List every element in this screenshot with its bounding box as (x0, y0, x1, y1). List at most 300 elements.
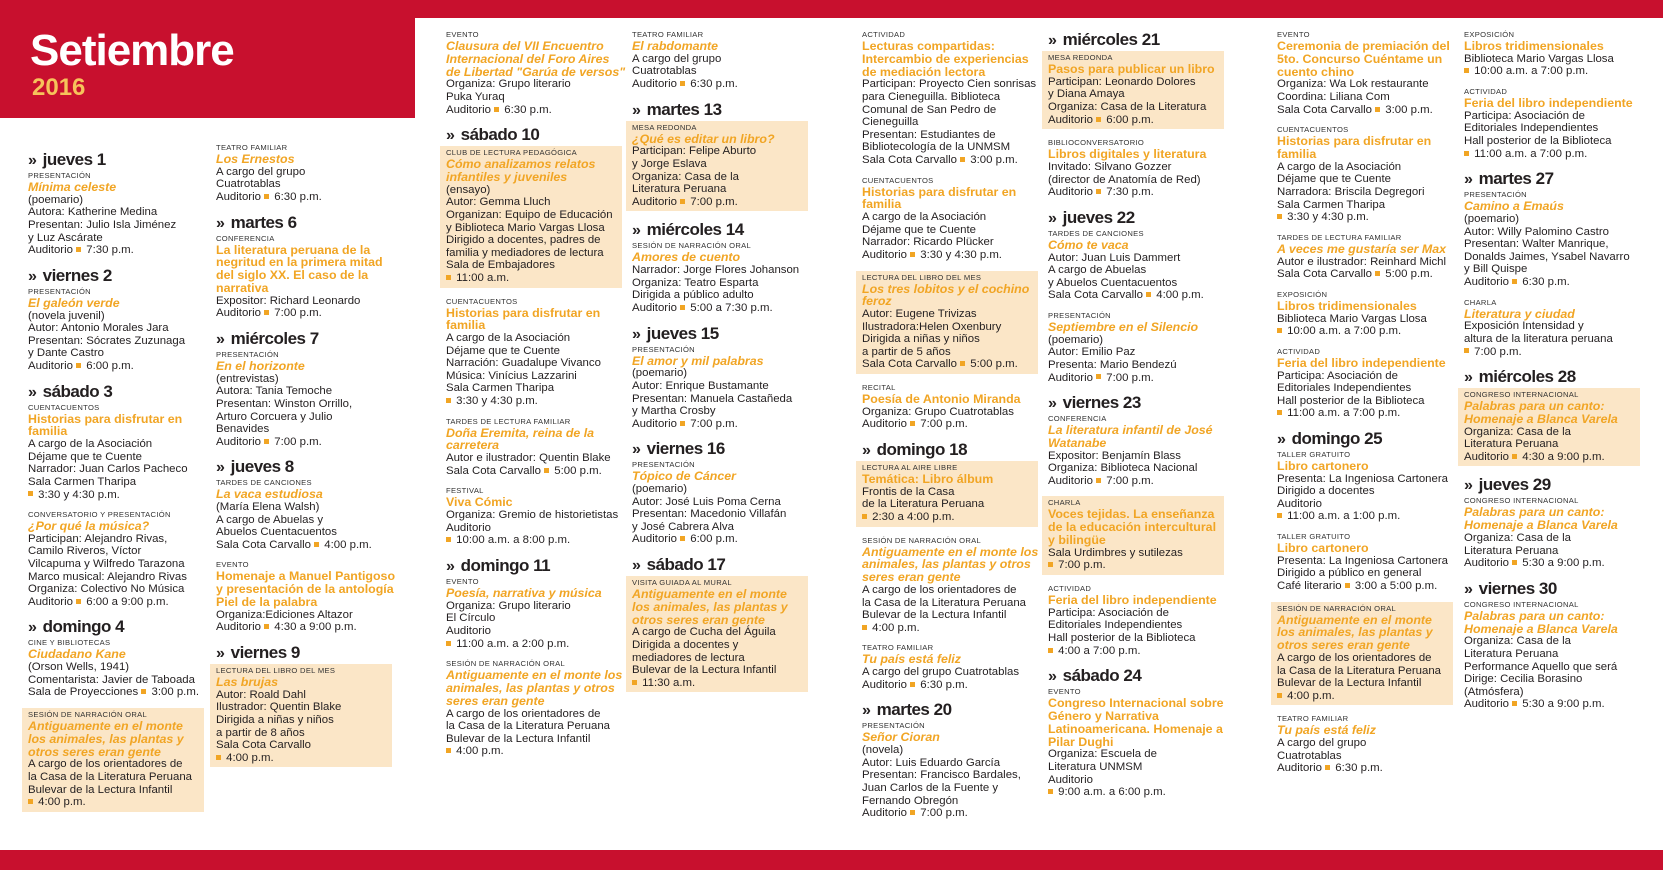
event-category: EVENTO (1048, 687, 1081, 697)
day-heading: » domingo 4 (28, 617, 125, 637)
event-title: Antiguamente en el monte los animales, las plantas y otros seres eran gente (446, 668, 623, 708)
event-line: Organiza:Ediciones Altazor (216, 608, 353, 621)
event-item (216, 350, 396, 448)
event-line: (novela) (862, 744, 904, 757)
event-item (22, 708, 204, 812)
event-item (1048, 584, 1228, 657)
event-line: A cargo de los orientadores de (1277, 652, 1432, 665)
event-item (862, 30, 1042, 167)
event-item (216, 560, 396, 634)
day-column (216, 143, 396, 776)
event-category: CONFERENCIA (1048, 414, 1107, 424)
event-line: Auditorio 7:00 p.m. (1048, 474, 1154, 487)
event-line: Auditorio 3:30 y 4:30 p.m. (862, 248, 1002, 261)
bullet-square-icon (28, 799, 33, 804)
event-item (632, 30, 812, 91)
event-item (862, 536, 1042, 635)
event-line: 11:00 a.m. (446, 272, 616, 285)
chevron-double-right-icon: » (632, 441, 641, 459)
event-category: SESIÓN DE NARRACIÓN ORAL (1277, 603, 1397, 613)
event-line: 11:00 a.m. a 7:00 p.m. (1277, 407, 1457, 420)
event-line: Donalds Jaimes, Ysabel Navarro (1464, 250, 1630, 263)
event-line: Editoriales Independientes (1048, 619, 1183, 632)
event-item (1042, 51, 1224, 129)
event-line: Presentan: Macedonio Villafán (632, 508, 787, 521)
event-item (626, 121, 808, 212)
event-line: Autor: Juan Luis Dammert (1048, 251, 1181, 264)
event-line: familia y mediadores de lectura (446, 246, 604, 259)
event-title: Literatura y ciudad (1464, 306, 1575, 321)
event-line: Auditorio 7:00 p.m. (862, 418, 968, 431)
bullet-square-icon (1375, 107, 1380, 112)
event-line: Organiza: Wa Lok restaurante (1277, 78, 1429, 91)
event-title: Libros tridimensionales (1277, 298, 1417, 313)
event-title: Libros tridimensionales (1464, 39, 1604, 53)
event-item (1048, 687, 1228, 799)
bullet-square-icon (1277, 693, 1282, 698)
event-line: y José Cabrera Alva (632, 520, 734, 533)
event-title: Pasos para publicar un libro (1048, 62, 1215, 76)
event-line: Sala Cota Carvallo 5:00 p.m. (1277, 268, 1433, 281)
bullet-square-icon (446, 275, 451, 280)
event-line: (poemario) (632, 367, 688, 380)
event-line: Literatura Peruana (1464, 438, 1559, 451)
bullet-square-icon (1325, 765, 1330, 770)
event-line: Narración: Guadalupe Vivanco (446, 357, 601, 370)
event-line: Bulevar de la Lectura Infantil (1277, 677, 1422, 690)
event-line: Auditorio 6:00 p.m. (28, 359, 134, 372)
day-heading: » martes 27 (1464, 169, 1554, 189)
event-title: Mínima celeste (28, 180, 117, 194)
chevron-double-right-icon: » (632, 222, 641, 240)
bullet-square-icon (1512, 454, 1517, 459)
event-line: Auditorio 6:30 p.m. (216, 190, 322, 203)
day-heading: » martes 20 (862, 700, 952, 720)
event-line: (María Elena Walsh) (216, 501, 320, 514)
event-item (446, 486, 626, 547)
event-line: Presentan: Walter Manrique, (1464, 238, 1609, 251)
bullet-square-icon (680, 81, 685, 86)
event-category: LECTURA DEL LIBRO DEL MES (216, 666, 336, 676)
event-line: y Abuelos Cuentacuentos (1048, 276, 1178, 289)
day-heading: » sábado 10 (446, 125, 540, 145)
event-title: Feria del libro independiente (1048, 593, 1217, 608)
event-line: Participan: Alejandro Rivas, (28, 532, 168, 545)
event-line: Ilustradora:Helen Oxenbury (862, 320, 1002, 333)
event-line: la Casa de la Literatura Peruana (1277, 664, 1442, 677)
chevron-double-right-icon: » (1048, 32, 1057, 49)
event-item (856, 461, 1038, 527)
event-line: Autor: Enrique Bustamante (632, 379, 769, 392)
event-line: Dirigida a docentes y (632, 639, 739, 652)
event-category: CUENTACUENTOS (1277, 125, 1349, 135)
event-line: Auditorio 7:00 p.m. (632, 417, 738, 430)
bullet-square-icon (314, 542, 319, 547)
chevron-double-right-icon: » (28, 619, 37, 637)
event-item (210, 664, 392, 767)
event-item (1042, 496, 1224, 575)
event-category: EVENTO (446, 577, 479, 587)
event-line: Participan: Proyecto Cien sonrisas (862, 78, 1037, 91)
event-line: Editoriales Independientes (1464, 122, 1599, 135)
event-item (1048, 311, 1228, 384)
event-line: Auditorio 4:30 a 9:00 p.m. (216, 621, 357, 634)
event-line: Organiza: Casa de la (1464, 635, 1572, 648)
event-line: Auditorio (1277, 497, 1322, 510)
day-heading: » jueves 1 (28, 150, 106, 169)
event-title: Historias para disfrutar en familia (862, 184, 1017, 212)
day-column (28, 148, 208, 821)
event-line: Sala Cota Carvallo 5:00 p.m. (446, 464, 602, 477)
event-line: Bulevar de la Lectura Infantil (28, 783, 173, 796)
bullet-square-icon (446, 398, 451, 403)
event-line: y Martha Crosby (632, 405, 716, 418)
day-heading: » miércoles 21 (1048, 30, 1160, 49)
event-line: Presentan: Julio Isla Jiménez (28, 218, 177, 231)
event-line: para Cieneguilla. Biblioteca (862, 90, 1001, 103)
event-line: Dirigido a docentes, padres de (446, 234, 601, 247)
event-line: Expositor: Richard Leonardo (216, 294, 361, 307)
event-line: Coordina: Liliana Com (1277, 90, 1390, 103)
event-line: Auditorio 6:00 a 9:00 p.m. (28, 595, 169, 608)
chevron-double-right-icon: » (1464, 369, 1473, 387)
chevron-double-right-icon: » (28, 383, 37, 401)
event-category: MESA REDONDA (632, 122, 697, 132)
event-line: y Diana Amaya (1048, 88, 1125, 101)
event-title: Clausura del VII Encuentro Internacional del Foro Aires de Libertad "Garúa de versos" (446, 39, 626, 79)
event-line: 4:00 p.m. (216, 752, 386, 765)
event-line: Auditorio 6:30 p.m. (862, 678, 968, 691)
event-line: Abuelos Cuentacuentos (216, 526, 337, 539)
event-category: PRESENTACIÓN (1464, 190, 1527, 200)
bullet-square-icon (680, 421, 685, 426)
event-title: A veces me gustaría ser Max (1277, 241, 1446, 256)
event-line: 11:00 a.m. a 1:00 p.m. (1277, 510, 1457, 523)
bullet-square-icon (1146, 292, 1151, 297)
bullet-square-icon (76, 247, 81, 252)
event-line: Presenta: Mario Bendezú (1048, 358, 1177, 371)
event-title: Historias para disfrutar en familia (28, 411, 183, 439)
event-category: PRESENTACIÓN (862, 721, 925, 731)
event-category: LECTURA AL AIRE LIBRE (862, 463, 958, 473)
bullet-square-icon (910, 810, 915, 815)
event-line: Música: Vinícius Lazzarini (446, 369, 577, 382)
chevron-double-right-icon: » (446, 558, 455, 576)
event-line: 10:00 a.m. a 8:00 p.m. (446, 534, 626, 547)
event-line: Juan Carlos de la Fuente y (862, 781, 999, 794)
event-line: Sala Cota Carvallo 3:00 p.m. (1277, 103, 1433, 116)
event-category: SESIÓN DE NARRACIÓN ORAL (632, 241, 752, 251)
event-line: Auditorio (446, 521, 491, 534)
event-item (446, 297, 626, 408)
chevron-double-right-icon: » (446, 127, 455, 145)
event-title: Libro cartonero (1277, 541, 1369, 556)
day-heading: » sábado 17 (632, 555, 726, 575)
event-category: SESIÓN DE NARRACIÓN ORAL (862, 535, 982, 545)
bullet-square-icon (1096, 117, 1101, 122)
event-line: Cuatrotablas (632, 65, 697, 78)
event-line: Sala Cota Carvallo (216, 739, 311, 752)
event-line: Autora: Katherine Medina (28, 206, 158, 219)
event-item (1277, 714, 1457, 775)
event-item (1458, 388, 1640, 466)
event-line: a partir de 8 años (216, 726, 305, 739)
event-title: Cómo analizamos relatos infantiles y juveniles (446, 157, 596, 184)
event-line: 3:30 y 4:30 p.m. (1277, 211, 1457, 224)
bullet-square-icon (544, 468, 549, 473)
event-line: Hall posterior de la Biblioteca (1464, 134, 1612, 147)
event-line: Comunal de San Pedro de (862, 103, 997, 116)
event-item (632, 241, 812, 314)
event-line: A cargo de la Asociación (446, 332, 571, 345)
event-item (1464, 190, 1644, 288)
event-line: Presenta: La Ingeniosa Cartonera (1277, 472, 1448, 485)
event-line: Organiza: Gremio de historietistas (446, 509, 619, 522)
event-category: PRESENTACIÓN (632, 344, 695, 354)
event-line: (poemario) (28, 193, 84, 206)
bullet-square-icon (1277, 410, 1282, 415)
bullet-square-icon (264, 310, 269, 315)
event-line: A cargo del grupo (1277, 737, 1367, 750)
chevron-double-right-icon: » (1464, 580, 1473, 598)
month-title: Setiembre (30, 26, 234, 75)
event-category: PRESENTACIÓN (28, 171, 91, 180)
event-title: En el horizonte (216, 358, 305, 373)
event-category: TEATRO FAMILIAR (1277, 714, 1349, 724)
event-line: Auditorio 7:30 p.m. (1048, 186, 1154, 199)
event-line: Participan: Felipe Aburto (632, 145, 757, 158)
event-title: Señor Cioran (862, 730, 940, 745)
event-line: Presenta: La Ingeniosa Cartonera (1277, 554, 1448, 567)
event-category: CUENTACUENTOS (446, 296, 518, 306)
event-category: ACTIVIDAD (1277, 346, 1321, 356)
event-line: Sala Urdimbres y sutilezas (1048, 546, 1183, 559)
event-line: Narrador: Juan Carlos Pacheco (28, 463, 188, 476)
bottom-red-bar (0, 850, 1663, 870)
event-line: Auditorio 7:00 p.m. (632, 195, 738, 208)
event-title: El rabdomante (632, 39, 719, 53)
chevron-double-right-icon: » (216, 459, 225, 477)
event-line: El Círculo (446, 612, 496, 625)
event-line: Arturo Corcuera y Julio (216, 410, 333, 423)
event-line: 7:00 p.m. (1048, 559, 1218, 572)
event-line: Narrador: Ricardo Plücker (862, 236, 994, 249)
event-item (1277, 233, 1457, 281)
event-line: Café literario 3:00 a 5:00 p.m. (1277, 580, 1438, 593)
event-title: Feria del libro independiente (1277, 355, 1446, 370)
header-block (0, 0, 415, 118)
event-category: PRESENTACIÓN (1048, 310, 1111, 320)
event-title: El galeón verde (28, 295, 120, 310)
event-item (1464, 30, 1644, 78)
event-line: 3:30 y 4:30 p.m. (28, 489, 208, 502)
bullet-square-icon (446, 748, 451, 753)
event-item (28, 287, 208, 373)
event-line: Sala Cota Carvallo 5:00 p.m. (862, 358, 1018, 371)
event-title: Los tres lobitos y el cochino feroz (862, 281, 1030, 309)
day-heading: » viernes 23 (1048, 393, 1141, 413)
event-line: Presentan: Estudiantes de (862, 128, 996, 141)
event-title: Palabras para un canto: Homenaje a Blanca Varela (1464, 608, 1618, 636)
event-item (632, 460, 812, 546)
event-item (1277, 450, 1457, 523)
event-line: y Bill Quispe (1464, 263, 1528, 276)
event-item (1048, 229, 1228, 302)
event-line: 7:00 p.m. (1464, 346, 1644, 359)
event-line: Autor: Gemma Lluch (446, 196, 551, 209)
event-category: CHARLA (1048, 498, 1081, 508)
event-line: Auditorio (446, 625, 491, 638)
event-line: Dirigido a docentes (1277, 485, 1375, 498)
event-line: A cargo de los orientadores de (862, 584, 1017, 597)
event-title: La vaca estudiosa (216, 487, 323, 502)
event-item (1277, 125, 1457, 224)
event-line: 4:00 p.m. (28, 796, 198, 809)
event-category: TALLER GRATUITO (1277, 449, 1351, 459)
event-title: Lecturas compartidas: Intercambio de experiencias de mediación lectora (862, 39, 1029, 79)
day-heading: » domingo 18 (862, 440, 968, 460)
day-heading: » sábado 24 (1048, 666, 1142, 686)
event-category: TEATRO FAMILIAR (216, 143, 288, 152)
event-category: TALLER GRATUITO (1277, 532, 1351, 542)
chevron-double-right-icon: » (632, 325, 641, 343)
event-line: Narradora: Briscila Degregori (1277, 185, 1425, 198)
event-line: Auditorio 6:30 p.m. (632, 77, 738, 90)
chevron-double-right-icon: » (28, 152, 37, 169)
event-line: 10:00 a.m. a 7:00 p.m. (1464, 65, 1644, 78)
event-line: (ensayo) (446, 183, 491, 196)
event-title: Homenaje a Manuel Pantigoso y presentación de la antología Piel de la palabra (216, 569, 396, 610)
event-item (1277, 30, 1457, 116)
bullet-square-icon (1512, 560, 1517, 565)
bullet-square-icon (1345, 583, 1350, 588)
day-column (1277, 30, 1457, 784)
event-category: EVENTO (1277, 30, 1310, 39)
event-line: Vilcapuma y Wilfredo Tarazona (28, 558, 185, 571)
event-line: A cargo de la Asociación (862, 211, 987, 224)
event-item (28, 403, 208, 502)
bullet-square-icon (960, 157, 965, 162)
event-line: Editoriales Independientes (1277, 382, 1412, 395)
bullet-square-icon (76, 599, 81, 604)
event-item (1277, 347, 1457, 420)
event-line: A cargo de Cucha del Águila (632, 626, 776, 639)
event-line: Autor: Willy Palomino Castro (1464, 225, 1609, 238)
day-heading: » miércoles 14 (632, 220, 744, 240)
event-line: Dirigida a niñas y niños (862, 333, 980, 346)
event-item (1464, 298, 1644, 359)
event-item (28, 510, 208, 608)
event-item (446, 417, 626, 478)
event-item (28, 171, 208, 257)
event-line: Organiza: Colectivo No Música (28, 583, 185, 596)
chevron-double-right-icon: » (862, 702, 871, 720)
event-line: A cargo del grupo Cuatrotablas (862, 666, 1020, 679)
bullet-square-icon (910, 682, 915, 687)
event-line: A cargo de los orientadores de (446, 707, 601, 720)
event-category: EXPOSICIÓN (1277, 289, 1328, 299)
event-line: Organizan: Equipo de Educación (446, 208, 613, 221)
bullet-square-icon (680, 199, 685, 204)
event-line: Sala Carmen Tharipa (28, 475, 137, 488)
event-line: Auditorio 6:30 p.m. (1464, 275, 1570, 288)
event-title: Poesía, narrativa y música (446, 586, 602, 601)
bullet-square-icon (264, 194, 269, 199)
event-title: Poesía de Antonio Miranda (862, 392, 1021, 407)
event-category: SESIÓN DE NARRACIÓN ORAL (28, 710, 148, 720)
event-title: La literatura infantil de José Watanabe (1048, 423, 1213, 450)
bullet-square-icon (910, 421, 915, 426)
event-item (216, 478, 396, 551)
day-heading: » martes 13 (632, 99, 722, 119)
event-line: Organiza: Grupo Cuatrotablas (862, 405, 1014, 418)
bullet-square-icon (1277, 513, 1282, 518)
event-line: Organiza: Casa de la (632, 170, 740, 183)
bullet-square-icon (1048, 648, 1053, 653)
event-line: 3:30 y 4:30 p.m. (446, 395, 626, 408)
event-line: Auditorio 7:00 p.m. (862, 807, 968, 820)
bullet-square-icon (680, 305, 685, 310)
event-line: la Casa de la Literatura Peruana (446, 720, 611, 733)
event-line: Presentan: Francisco Bardales, (862, 769, 1021, 782)
event-line: Cuatrotablas (1277, 749, 1342, 762)
event-line: Literatura Peruana (1464, 544, 1559, 557)
event-line: la Casa de la Literatura Peruana (862, 596, 1027, 609)
event-line: Autor e ilustrador: Reinhard Michl (1277, 255, 1447, 268)
event-item (216, 143, 396, 204)
event-line: Cieneguilla (862, 116, 919, 129)
event-line: Auditorio 5:30 a 9:00 p.m. (1464, 557, 1605, 570)
event-item (28, 638, 208, 699)
event-line: Narrador: Jorge Flores Johanson (632, 264, 800, 277)
event-category: VISITA GUIADA AL MURAL (632, 578, 732, 588)
event-title: Las brujas (216, 675, 278, 690)
bullet-square-icon (141, 689, 146, 694)
event-category: EVENTO (216, 560, 249, 570)
event-title: Libro cartonero (1277, 458, 1369, 473)
event-category: PRESENTACIÓN (216, 349, 279, 359)
event-line: Auditorio 5:00 a 7:30 p.m. (632, 301, 773, 314)
event-title: Camino a Emaús (1464, 199, 1564, 214)
event-line: Auditorio 7:00 p.m. (216, 435, 322, 448)
event-line: A cargo de la Asociación (1277, 160, 1402, 173)
event-line: mediadores de lectura (632, 651, 745, 664)
event-line: A cargo del grupo (216, 165, 306, 178)
bullet-square-icon (1096, 374, 1101, 379)
event-line: Auditorio 5:30 a 9:00 p.m. (1464, 698, 1605, 711)
event-line: Hall posterior de la Biblioteca (1277, 394, 1425, 407)
event-category: EVENTO (446, 30, 479, 39)
event-item (1271, 602, 1453, 706)
event-category: CONGRESO INTERNACIONAL (1464, 599, 1579, 609)
event-item (446, 577, 626, 650)
event-line: A cargo del grupo (632, 52, 722, 65)
event-category: LECTURA DEL LIBRO DEL MES (862, 272, 982, 282)
event-item (862, 176, 1042, 262)
event-category: ACTIVIDAD (1048, 584, 1092, 594)
event-line: Comentarista: Javier de Taboada (28, 673, 195, 686)
bullet-square-icon (1512, 279, 1517, 284)
event-line: Organiza: Grupo literario (446, 78, 571, 91)
event-category: CUENTACUENTOS (28, 402, 100, 412)
event-line: 11:00 a.m. a 2:00 p.m. (446, 638, 626, 651)
event-line: Fernando Obregón (862, 794, 959, 807)
event-item (446, 30, 626, 116)
event-item (1277, 532, 1457, 593)
event-category: EXPOSICIÓN (1464, 30, 1515, 39)
event-line: Bulevar de la Lectura Infantil (632, 664, 777, 677)
event-item (1048, 138, 1228, 199)
